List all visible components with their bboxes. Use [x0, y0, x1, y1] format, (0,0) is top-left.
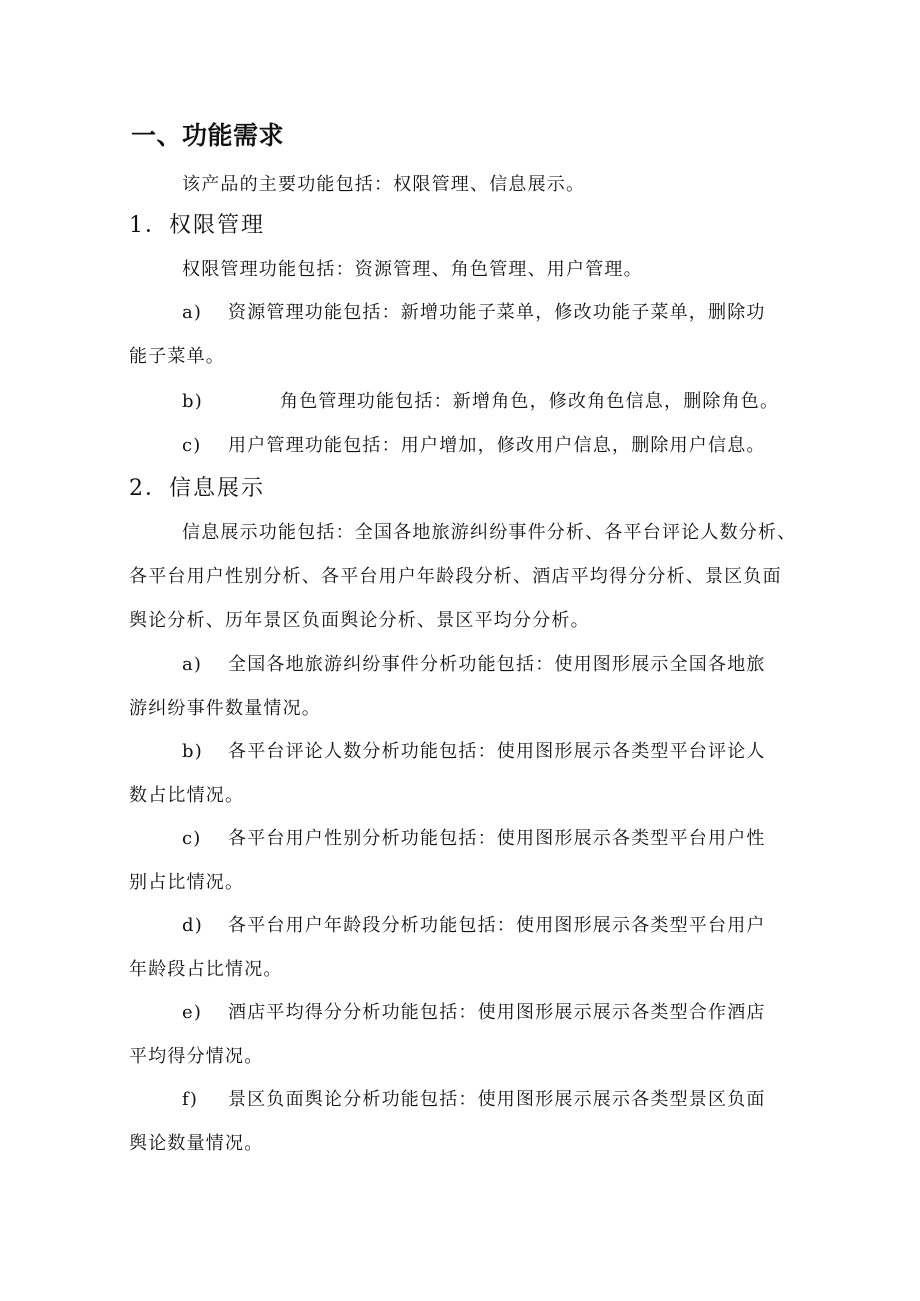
list-item-text: 各平台评论人数分析功能包括：使用图形展示各类型平台评论人 — [228, 741, 766, 762]
list-marker: a) — [182, 654, 203, 675]
display-item-b — [182, 741, 766, 763]
permission-item-b — [182, 391, 779, 413]
section-title-display: 2．信息展示 — [129, 476, 265, 501]
display-item-f-continuation: 舆论数量情况。 — [129, 1133, 264, 1154]
display-summary-line-2: 各平台用户性别分析、各平台用户年龄段分析、酒店平均得分分析、景区负面 — [129, 566, 782, 587]
list-marker: b) — [182, 391, 203, 412]
display-item-d-continuation: 年龄段占比情况。 — [129, 959, 283, 980]
list-marker: c) — [182, 435, 202, 456]
display-summary-line-3: 舆论分析、历年景区负面舆论分析、景区平均分分析。 — [129, 610, 590, 631]
display-item-d — [182, 915, 766, 937]
permission-summary: 权限管理功能包括：资源管理、角色管理、用户管理。 — [182, 259, 643, 280]
list-item-text: 各平台用户年龄段分析功能包括：使用图形展示各类型平台用户 — [228, 915, 766, 936]
list-item-text: 酒店平均得分分析功能包括：使用图形展示展示各类型合作酒店 — [228, 1002, 766, 1023]
display-item-e — [182, 1002, 766, 1024]
list-item-text: 用户管理功能包括：用户增加，修改用户信息，删除用户信息。 — [228, 435, 766, 456]
display-item-b-continuation: 数占比情况。 — [129, 785, 245, 806]
list-item-text: 全国各地旅游纠纷事件分析功能包括：使用图形展示全国各地旅 — [228, 654, 766, 675]
permission-item-a-continuation: 能子菜单。 — [129, 346, 225, 367]
permission-item-a — [182, 302, 766, 324]
permission-item-c — [182, 435, 766, 457]
intro-paragraph: 该产品的主要功能包括：权限管理、信息展示。 — [182, 174, 586, 195]
list-marker: a) — [182, 302, 203, 323]
list-item-text: 资源管理功能包括：新增功能子菜单，修改功能子菜单，删除功 — [228, 302, 766, 323]
list-item-text: 景区负面舆论分析功能包括：使用图形展示展示各类型景区负面 — [228, 1089, 766, 1110]
list-marker: f) — [182, 1089, 199, 1110]
list-item-text: 各平台用户性别分析功能包括：使用图形展示各类型平台用户性 — [228, 828, 766, 849]
section-title-permission: 1．权限管理 — [129, 213, 265, 238]
page-title: 一、功能需求 — [131, 121, 285, 150]
list-marker: e) — [182, 1002, 203, 1023]
list-marker: d) — [182, 915, 203, 936]
display-item-c — [182, 828, 766, 850]
list-marker: b) — [182, 741, 203, 762]
list-marker: c) — [182, 828, 202, 849]
display-item-e-continuation: 平均得分情况。 — [129, 1046, 264, 1067]
display-item-a — [182, 654, 766, 676]
display-item-a-continuation: 游纠纷事件数量情况。 — [129, 698, 321, 719]
list-item-text: 角色管理功能包括：新增角色，修改角色信息，删除角色。 — [280, 391, 780, 412]
display-summary-line-1: 信息展示功能包括：全国各地旅游纠纷事件分析、各平台评论人数分析、 — [182, 522, 797, 543]
display-item-c-continuation: 别占比情况。 — [129, 872, 245, 893]
display-item-f — [182, 1089, 766, 1111]
